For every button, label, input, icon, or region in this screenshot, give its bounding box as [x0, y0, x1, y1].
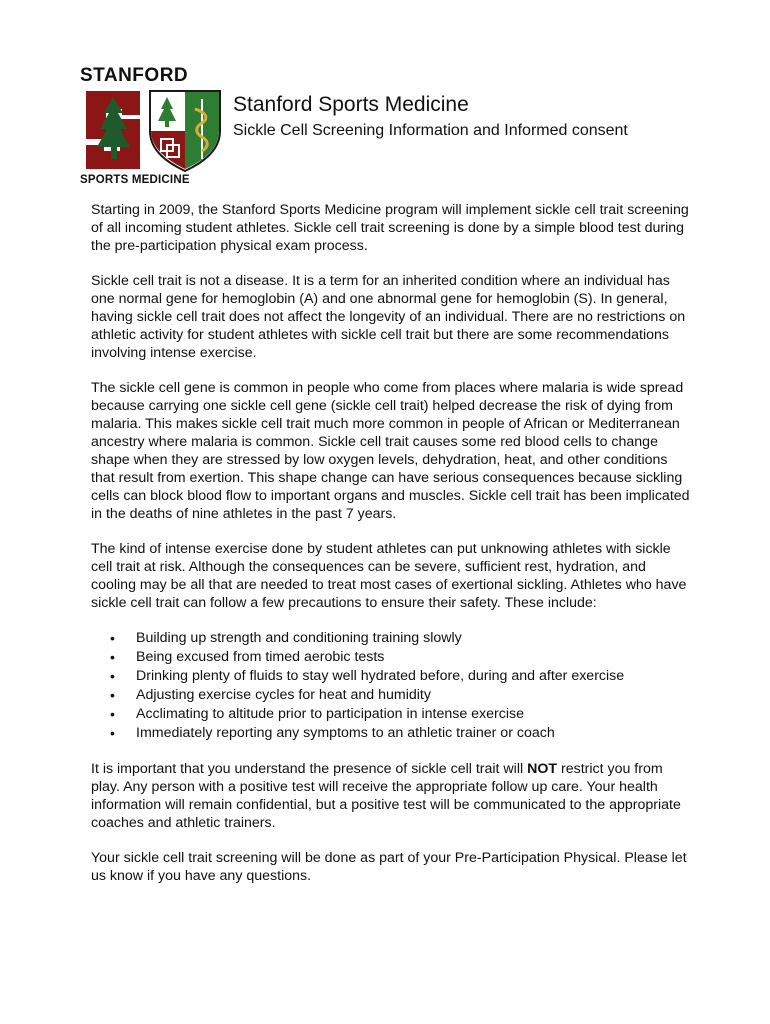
list-item: • Being excused from timed aerobic tests — [136, 648, 691, 667]
page-title: Stanford Sports Medicine — [233, 93, 469, 116]
stanford-sports-medicine-logo — [80, 66, 226, 190]
paragraph-closing: Your sickle cell trait screening will be done as part of your Pre-Participation Physical. Please let us know if you have any questions. — [91, 850, 687, 884]
paragraph-exercise-risk: The kind of intense exercise done by student athletes can put unknowing athletes with sickle cell trait at risk. Although the consequences can be severe, sufficient rest, hydration, and cooling may be all that are needed to treat most cases of exertional sickling. Athletes who have sickle cell trait can follow a few precautions to ensure their safety. These include: — [91, 541, 687, 611]
paragraph-not-restricted-end: restrict you from play. Any person with a positive test will receive the appropriate follow up care. Your health information will remain confidential, but a positive test will be communicated to the appropriate coaches and athletic trainers. — [91, 761, 681, 831]
list-item: • Acclimating to altitude prior to participation in intense exercise — [136, 705, 691, 724]
paragraph-not-restricted-start: It is important that you understand the presence of sickle cell trait will — [91, 761, 528, 777]
precautions-list — [91, 629, 691, 743]
page-subtitle: Sickle Cell Screening Information and Informed consent — [233, 122, 628, 139]
logo-emblem-icon — [82, 87, 224, 173]
logo-sports-medicine-wordmark: SPORTS MEDICINE — [80, 174, 190, 186]
paragraph-not-restricted — [91, 760, 691, 832]
paragraph-gene-background: The sickle cell gene is common in people who come from places where malaria is wide spread because carrying one sickle cell gene (sickle cell trait) helped decrease the risk of dying from malaria. This makes sickle cell trait much more common in people of African or Mediterranean ancestry where malaria is common. Sickle cell trait causes some red blood cells to change shape when they are stressed by low oxygen levels, dehydration, heat, and other conditions that result from exertion. This shape change can have serious consequences because sickling cells can block blood flow to important organs and muscles. Sickle cell trait has been implicated in the deaths of nine athletes in the past 7 years. — [91, 380, 690, 522]
emphasis-not: NOT — [527, 761, 558, 777]
document-body — [91, 201, 691, 902]
paragraph-trait-definition: Sickle cell trait is not a disease. It is a term for an inherited condition where an individual has one normal gene for hemoglobin (A) and one abnormal gene for hemoglobin (S). In general, having sickle cell trait does not affect the longevity of an individual. There are no restrictions on athletic activity for student athletes with sickle cell trait but there are some recommendations involving intense exercise. — [91, 273, 686, 361]
logo-emblem — [82, 87, 224, 173]
list-item: • Drinking plenty of fluids to stay well hydrated before, during and after exercise — [136, 667, 691, 686]
paragraph-intro: Starting in 2009, the Stanford Sports Medicine program will implement sickle cell trait screening of all incoming student athletes. Sickle cell trait screening is done by a simple blood test during the pre-participation physical exam process. — [91, 202, 689, 254]
list-item: • Building up strength and conditioning training slowly — [136, 629, 691, 648]
list-item: • Immediately reporting any symptoms to an athletic trainer or coach — [136, 724, 691, 743]
list-item: • Adjusting exercise cycles for heat and humidity — [136, 686, 691, 705]
logo-stanford-wordmark: STANFORD — [80, 65, 189, 86]
